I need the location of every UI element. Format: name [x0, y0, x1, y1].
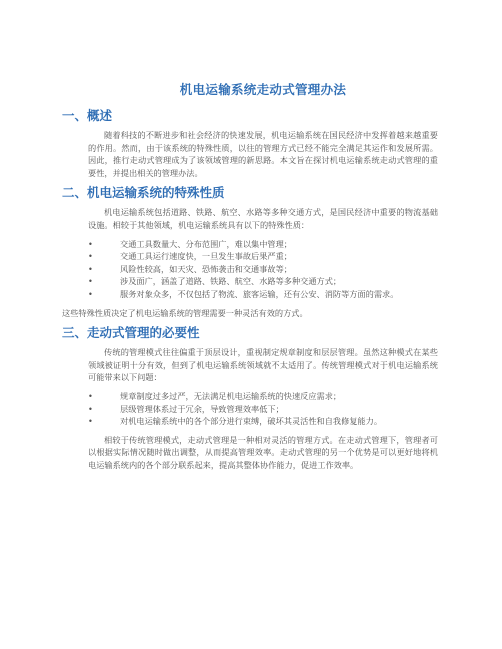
- list-item: • 规章制度过多过严，无法满足机电运输系统的快速反应需求；: [88, 390, 342, 401]
- section-overview: [62, 108, 438, 179]
- bullet-icon: •: [88, 403, 93, 414]
- section-heading: 二、机电运输系统的特殊性质: [62, 185, 225, 201]
- bullet-icon: •: [88, 238, 93, 249]
- bullet-list: [88, 238, 438, 301]
- list-item: • 层级管理体系过于冗余，导致管理效率低下；: [88, 403, 284, 414]
- section-necessity: [62, 325, 438, 471]
- bullet-icon: •: [88, 263, 93, 274]
- section-special-properties: [62, 185, 438, 319]
- document-page: [62, 80, 438, 477]
- list-item: • 服务对象众多，不仅包括了物流、旅客运输，还有公安、消防等方面的需求。: [88, 288, 399, 299]
- bullet-icon: •: [88, 288, 93, 299]
- paragraph: 随着科技的不断进步和社会经济的快速发展，机电运输系统在国民经济中发挥着越来越重要的作用。然而，由于该系统的特殊性质，以往的管理方式已经不能完全满足其运作和发展所需。因此，推行走动式管理成为了该领域管理的新思路。本文旨在探讨机电运输系统走动式管理的重要性，并提出相关的管理办法。: [88, 130, 438, 178]
- bullet-icon: •: [88, 390, 93, 401]
- document-title: 机电运输系统走动式管理办法: [179, 82, 347, 97]
- paragraph: 这些特殊性质决定了机电运输系统的管理需要一种灵活有效的方式。: [62, 307, 308, 318]
- list-item: • 交通工具运行速度快，一旦发生事故后果严重；: [88, 251, 292, 262]
- bullet-icon: •: [88, 416, 93, 427]
- paragraph: 相较于传统管理模式，走动式管理是一种相对灵活的管理方式。在走动式管理下，管理者可以根据实际情况随时做出调整，从而提高管理效率。走动式管理的另一个优势是可以更好地将机电运输系统内的各个部分联系起来，提高其整体协作能力，促进工作效率。: [88, 434, 438, 470]
- bullet-icon: •: [88, 276, 93, 287]
- list-item: • 交通工具数量大、分布范围广，难以集中管理；: [88, 238, 292, 249]
- list-item: • 风险性较高，如天灾、恐怖袭击和交通事故等；: [88, 263, 292, 274]
- bullet-icon: •: [88, 251, 93, 262]
- section-heading: 一、概述: [62, 108, 113, 123]
- paragraph: 机电运输系统包括道路、铁路、航空、水路等多种交通方式，是国民经济中重要的物流基础设施。相较于其他领域，机电运输系统具有以下的特殊性质：: [88, 207, 438, 230]
- list-item: • 对机电运输系统中的各个部分进行束缚，破坏其灵活性和自我修复能力。: [88, 416, 383, 427]
- bullet-list: [88, 390, 438, 428]
- section-heading: 三、走动式管理的必要性: [62, 325, 200, 341]
- paragraph: 传统的管理模式往往偏重于顶层设计，重视制定规章制度和层层管理。虽然这种模式在某些领域被证明十分有效，但到了机电运输系统领域就不太适用了。传统管理模式对于机电运输系统可能带来以下问题：: [88, 347, 438, 383]
- list-item: • 涉及面广，涵盖了道路、铁路、航空、水路等多种交通方式；: [88, 276, 342, 287]
